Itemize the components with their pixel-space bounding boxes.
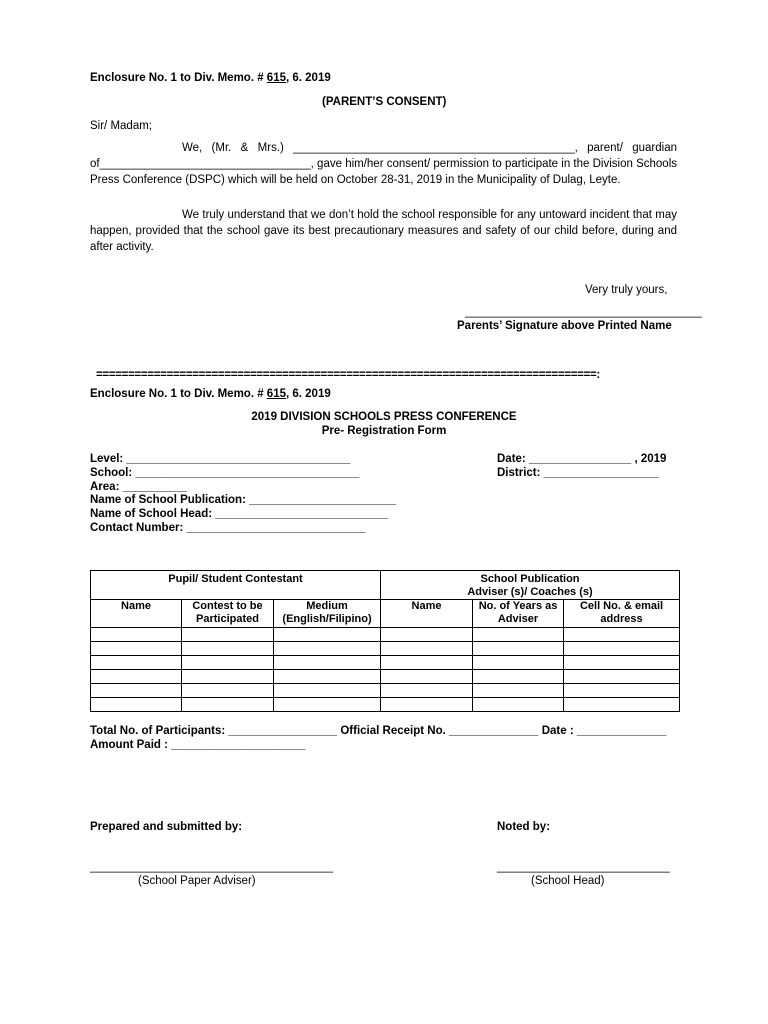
table-cell[interactable] <box>381 656 473 670</box>
table-cell[interactable] <box>274 642 381 656</box>
table-cell[interactable] <box>91 642 182 656</box>
table-cell[interactable] <box>564 628 680 642</box>
salutation: Sir/ Madam; <box>90 120 152 132</box>
table-cell[interactable] <box>274 628 381 642</box>
table-cell[interactable] <box>381 628 473 642</box>
head-label: (School Head) <box>531 875 605 887</box>
table-cell[interactable] <box>473 642 564 656</box>
noted-by-label: Noted by: <box>497 821 551 833</box>
table-cell[interactable] <box>182 656 274 670</box>
table-cell[interactable] <box>91 628 182 642</box>
table-column-header-row <box>91 600 680 628</box>
table-cell[interactable] <box>473 698 564 712</box>
table-cell[interactable] <box>91 684 182 698</box>
table-row <box>91 670 680 684</box>
separator-line: ==============================================================================: <box>96 369 600 381</box>
table-cell[interactable] <box>91 670 182 684</box>
table-cell[interactable] <box>182 628 274 642</box>
form-title: 2019 DIVISION SCHOOLS PRESS CONFERENCE <box>251 411 517 423</box>
form-enclosure-prefix: Enclosure No. 1 to Div. Memo. # <box>90 388 267 400</box>
table-cell[interactable] <box>91 656 182 670</box>
enclosure-suffix: , 6. 2019 <box>285 72 331 84</box>
group-header-adviser-line1: School Publication <box>480 573 580 585</box>
prepared-by-label: Prepared and submitted by: <box>90 821 243 833</box>
col-header-medium: Medium (English/Filipino) <box>274 600 381 628</box>
table-cell[interactable] <box>274 670 381 684</box>
table-cell[interactable] <box>564 642 680 656</box>
table-cell[interactable] <box>182 684 274 698</box>
enclosure-prefix: Enclosure No. 1 to Div. Memo. # <box>90 72 267 84</box>
memo-number: 615 <box>266 72 286 84</box>
table-cell[interactable] <box>182 698 274 712</box>
totals-line[interactable]: Total No. of Participants: _________________ Official Receipt No. ______________ Date : ______________ <box>90 725 667 737</box>
adviser-label: (School Paper Adviser) <box>138 875 256 887</box>
col-header-cell-email: Cell No. & email address <box>564 600 680 628</box>
table-cell[interactable] <box>381 698 473 712</box>
date-field[interactable]: Date: ________________ , 2019 <box>497 453 667 465</box>
form-enclosure-line <box>90 388 331 400</box>
consent-paragraph-1 <box>90 140 677 188</box>
table-cell[interactable] <box>381 642 473 656</box>
amount-paid-field[interactable]: Amount Paid : _____________________ <box>90 739 306 751</box>
adviser-signature-line: ______________________________________ <box>90 861 334 873</box>
consent-title: (PARENT’S CONSENT) <box>322 96 447 108</box>
registration-table <box>90 570 680 712</box>
col-header-name: Name <box>91 600 182 628</box>
form-enclosure-suffix: , 6. 2019 <box>285 388 331 400</box>
table-cell[interactable] <box>381 670 473 684</box>
col-header-contest: Contest to be Participated <box>182 600 274 628</box>
registration-table-body <box>91 628 680 712</box>
table-cell[interactable] <box>473 684 564 698</box>
table-cell[interactable] <box>564 684 680 698</box>
table-cell[interactable] <box>473 656 564 670</box>
table-cell[interactable] <box>274 698 381 712</box>
consent-paragraph-2-text: We truly understand that we don’t hold the school responsible for any untoward incident that may happen, provided that the school gave its best precautionary measures and safety of our child before, during and after activity. <box>90 209 677 253</box>
table-row <box>91 698 680 712</box>
table-row <box>91 628 680 642</box>
table-cell[interactable] <box>182 642 274 656</box>
col-header-years: No. of Years as Adviser <box>473 600 564 628</box>
level-field[interactable]: Level: ___________________________________ <box>90 453 351 465</box>
group-header-adviser-line2: Adviser (s)/ Coaches (s) <box>467 586 593 598</box>
enclosure-line <box>90 72 331 84</box>
table-cell[interactable] <box>91 698 182 712</box>
table-cell[interactable] <box>274 656 381 670</box>
publication-field[interactable]: Name of School Publication: _______________________ <box>90 494 397 506</box>
table-cell[interactable] <box>381 684 473 698</box>
table-group-header-row <box>91 571 680 600</box>
table-cell[interactable] <box>182 670 274 684</box>
closing: Very truly yours, <box>585 284 668 296</box>
group-header-adviser <box>381 571 680 600</box>
signature-line: _____________________________________ <box>465 306 702 318</box>
table-cell[interactable] <box>564 698 680 712</box>
group-header-contestant: Pupil/ Student Contestant <box>91 571 381 600</box>
area-field[interactable]: Area: __________ <box>90 481 187 493</box>
table-row <box>91 642 680 656</box>
form-memo-number: 615 <box>266 388 286 400</box>
table-cell[interactable] <box>564 656 680 670</box>
district-field[interactable]: District: __________________ <box>497 467 659 479</box>
col-header-adviser-name: Name <box>381 600 473 628</box>
table-cell[interactable] <box>473 628 564 642</box>
consent-paragraph-2 <box>90 207 677 255</box>
school-field[interactable]: School: ___________________________________ <box>90 467 360 479</box>
signature-label: Parents’ Signature above Printed Name <box>457 320 672 332</box>
table-row <box>91 656 680 670</box>
form-subtitle: Pre- Registration Form <box>321 425 447 437</box>
table-cell[interactable] <box>473 670 564 684</box>
head-signature-line: ___________________________ <box>497 861 670 873</box>
consent-paragraph-1-text: We, (Mr. & Mrs.) ____________________________________________, parent/ guardian of_________________________________, gave him/her consent/ permission to participate in the Division Schools Press Conference (DSPC) which will be held on October 28-31, 2019 in the Municipality of Dulag, Leyte. <box>90 142 677 186</box>
table-row <box>91 684 680 698</box>
contact-number-field[interactable]: Contact Number: ____________________________ <box>90 522 366 534</box>
table-cell[interactable] <box>274 684 381 698</box>
table-cell[interactable] <box>564 670 680 684</box>
school-head-field[interactable]: Name of School Head: ___________________________ <box>90 508 388 520</box>
